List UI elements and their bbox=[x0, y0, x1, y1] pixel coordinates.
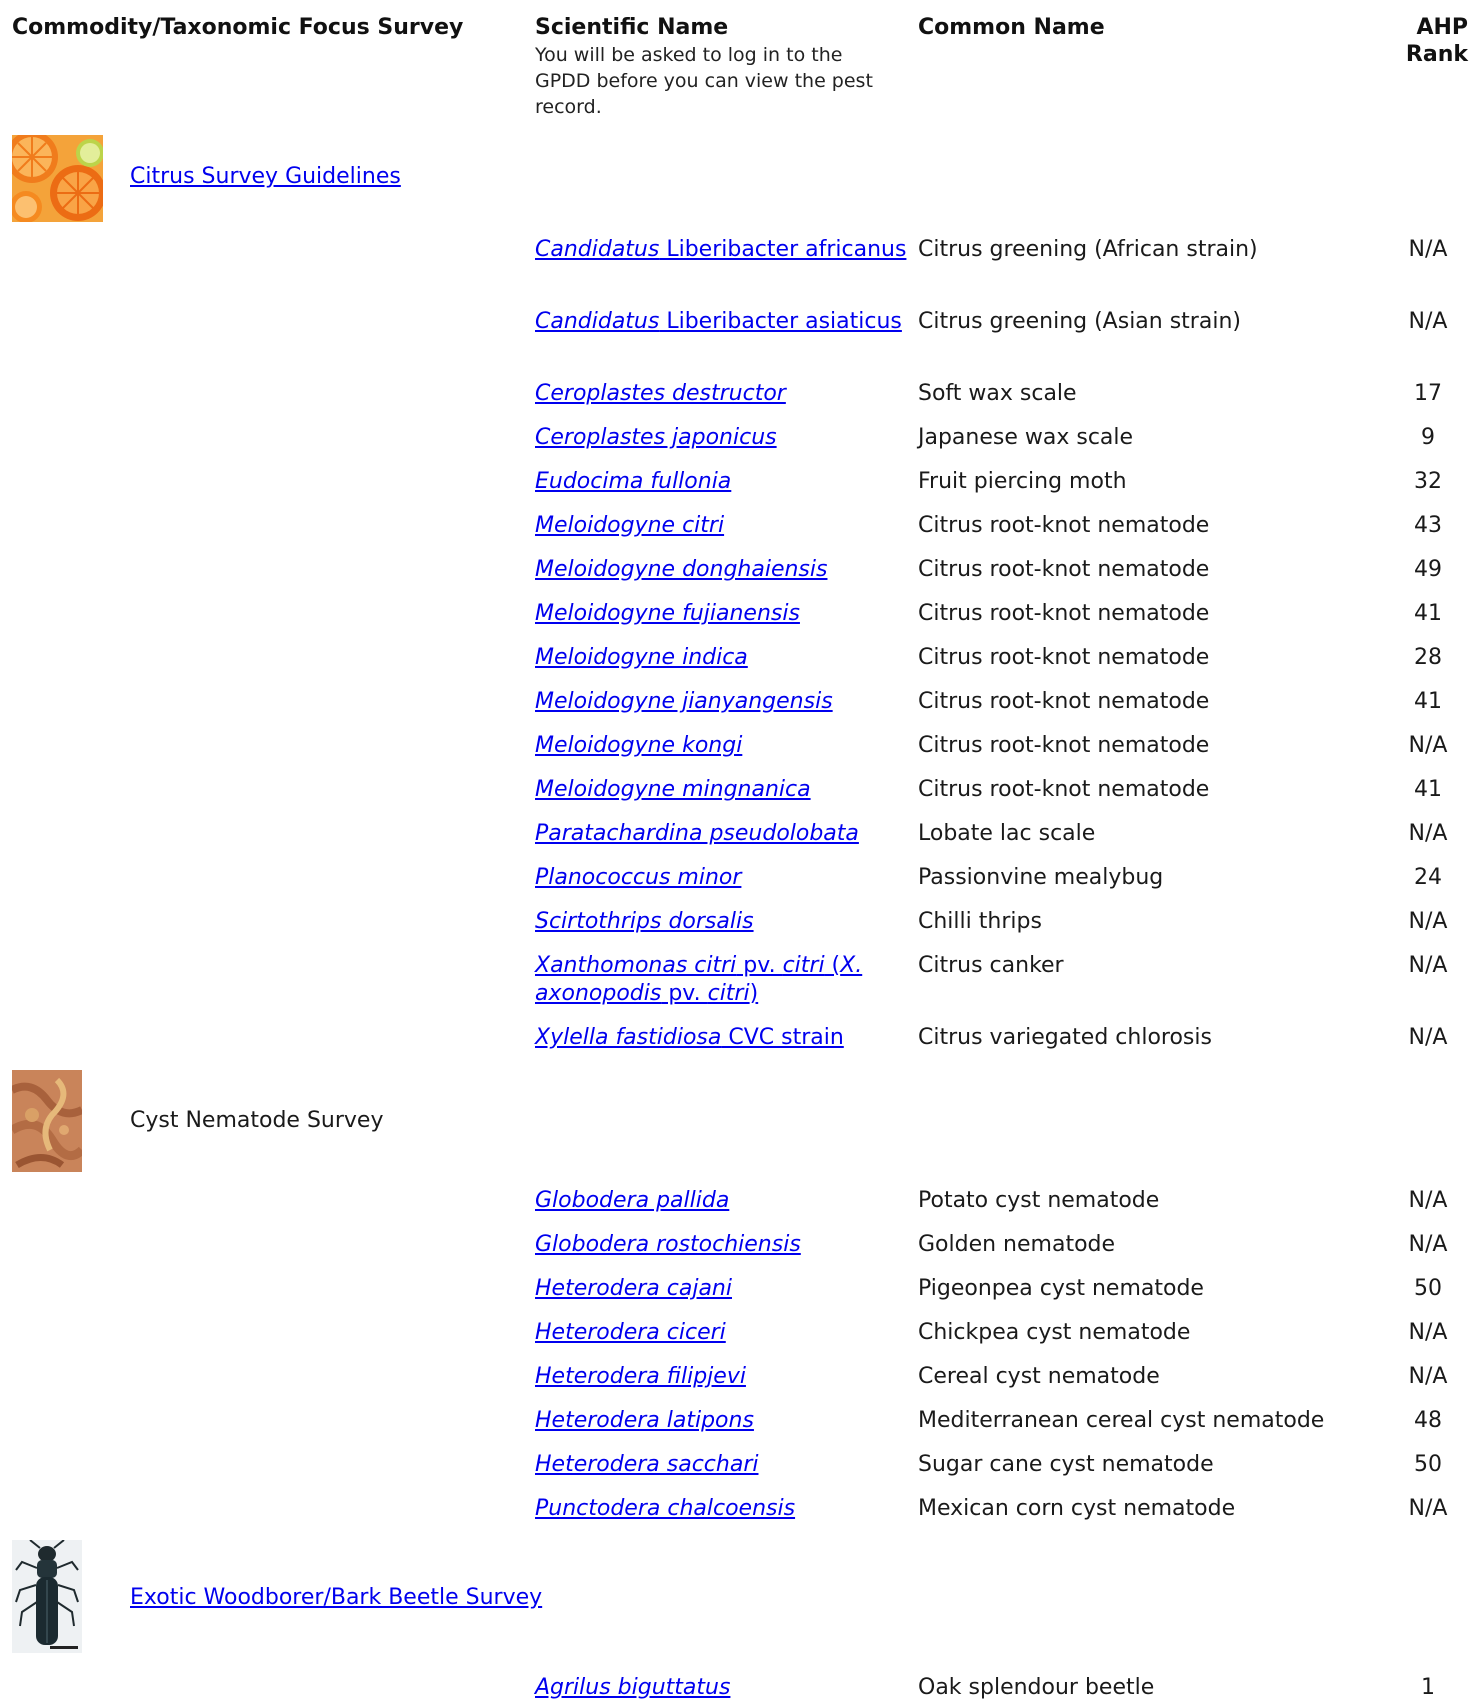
scientific-name-italic: Meloidogyne fujianensis bbox=[535, 601, 800, 626]
scientific-name-text: CVC strain bbox=[721, 1025, 844, 1050]
scientific-name-text: pv. bbox=[736, 953, 783, 978]
ahp-rank-value: 43 bbox=[1414, 513, 1442, 538]
scientific-name-text: ( bbox=[824, 953, 841, 978]
scientific-name-link[interactable] bbox=[535, 952, 910, 1008]
scientific-name-italic: Planococcus minor bbox=[535, 865, 742, 890]
scientific-name-link[interactable] bbox=[535, 1319, 910, 1347]
ahp-rank-value: 17 bbox=[1414, 381, 1442, 406]
common-name: Oak splendour beetle bbox=[918, 1675, 1155, 1700]
ahp-rank-value: 9 bbox=[1421, 425, 1435, 450]
ahp-rank-value: 41 bbox=[1414, 777, 1442, 802]
common-name: Citrus root-knot nematode bbox=[918, 557, 1210, 582]
ahp-rank-value: N/A bbox=[1408, 953, 1448, 978]
scientific-name-italic: Punctodera chalcoensis bbox=[535, 1496, 796, 1521]
scientific-name-italic: Xylella fastidiosa bbox=[535, 1025, 722, 1050]
common-name: Citrus variegated chlorosis bbox=[918, 1025, 1212, 1050]
scientific-name-link[interactable] bbox=[535, 1231, 910, 1259]
scientific-name-italic: X. axonopodis bbox=[535, 953, 863, 1006]
scientific-name-italic: Candidatus bbox=[535, 237, 660, 262]
scientific-name-italic: Agrilus biguttatus bbox=[535, 1675, 731, 1700]
scientific-name-italic: Candidatus bbox=[535, 309, 660, 334]
scientific-name-link[interactable] bbox=[535, 380, 910, 408]
ahp-rank-value: 50 bbox=[1414, 1276, 1442, 1301]
scientific-name-link[interactable] bbox=[535, 908, 910, 936]
ahp-rank-value: N/A bbox=[1408, 1320, 1448, 1345]
scientific-name-italic: Meloidogyne jianyangensis bbox=[535, 689, 833, 714]
scientific-name-link[interactable] bbox=[535, 1451, 910, 1479]
cyst-nematode-thumbnail bbox=[12, 1070, 82, 1172]
common-name: Citrus canker bbox=[918, 953, 1064, 978]
ahp-rank-value: N/A bbox=[1408, 1232, 1448, 1257]
common-name: Golden nematode bbox=[918, 1232, 1116, 1257]
header-scientific-name: Scientific Name bbox=[535, 15, 729, 40]
common-name: Citrus root-knot nematode bbox=[918, 733, 1210, 758]
ahp-rank-value: 49 bbox=[1414, 557, 1442, 582]
header-rank-label: Rank bbox=[1405, 42, 1468, 67]
scientific-name-link[interactable] bbox=[535, 600, 910, 628]
header-ahp-rank bbox=[1388, 14, 1468, 68]
ahp-rank-value: N/A bbox=[1408, 1025, 1448, 1050]
header-login-note: You will be asked to log in to the GPDD before you can view the pest record. bbox=[535, 44, 873, 118]
beetle-specimen-image bbox=[12, 1540, 82, 1653]
cyst-nematode-survey-title: Cyst Nematode Survey bbox=[130, 1108, 384, 1133]
scientific-name-link[interactable] bbox=[535, 424, 910, 452]
scientific-name-link[interactable] bbox=[535, 820, 910, 848]
scientific-name-link[interactable] bbox=[535, 688, 910, 716]
common-name: Potato cyst nematode bbox=[918, 1188, 1160, 1213]
common-name: Passionvine mealybug bbox=[918, 865, 1164, 890]
scientific-name-italic: Xanthomonas citri bbox=[535, 953, 737, 978]
ahp-rank-value: N/A bbox=[1408, 1188, 1448, 1213]
scientific-name-link[interactable] bbox=[535, 236, 910, 264]
scientific-name-text: Liberibacter asiaticus bbox=[659, 309, 902, 334]
scientific-name-text: Liberibacter africanus bbox=[659, 237, 907, 262]
scientific-name-italic: Scirtothrips dorsalis bbox=[535, 909, 754, 934]
cyst-nematode-image bbox=[12, 1070, 82, 1172]
ahp-rank-value: 50 bbox=[1414, 1452, 1442, 1477]
ahp-rank-value: N/A bbox=[1408, 733, 1448, 758]
scientific-name-link[interactable] bbox=[535, 644, 910, 672]
scientific-name-italic: Globodera pallida bbox=[535, 1188, 730, 1213]
scientific-name-italic: Ceroplastes destructor bbox=[535, 381, 786, 406]
common-name: Citrus greening (Asian strain) bbox=[918, 309, 1241, 334]
scientific-name-link[interactable] bbox=[535, 1187, 910, 1215]
common-name: Mexican corn cyst nematode bbox=[918, 1496, 1236, 1521]
ahp-rank-value: 41 bbox=[1414, 601, 1442, 626]
common-name: Citrus root-knot nematode bbox=[918, 777, 1210, 802]
scientific-name-italic: citri bbox=[782, 953, 825, 978]
common-name: Citrus root-knot nematode bbox=[918, 645, 1210, 670]
scientific-name-italic: Ceroplastes japonicus bbox=[535, 425, 777, 450]
scientific-name-italic: Meloidogyne donghaiensis bbox=[535, 557, 828, 582]
common-name: Chilli thrips bbox=[918, 909, 1042, 934]
citrus-slices-image bbox=[12, 135, 103, 222]
scientific-name-italic: Heterodera filipjevi bbox=[535, 1364, 746, 1389]
scientific-name-link[interactable] bbox=[535, 1495, 910, 1523]
scientific-name-italic: Paratachardina pseudolobata bbox=[535, 821, 859, 846]
ahp-rank-value: N/A bbox=[1408, 309, 1448, 334]
scientific-name-italic: Heterodera cajani bbox=[535, 1276, 732, 1301]
scientific-name-link[interactable] bbox=[535, 864, 910, 892]
common-name: Soft wax scale bbox=[918, 381, 1077, 406]
ahp-rank-value: 1 bbox=[1421, 1675, 1435, 1700]
ahp-rank-value: 28 bbox=[1414, 645, 1442, 670]
scientific-name-italic: Heterodera ciceri bbox=[535, 1320, 726, 1345]
ahp-rank-value: N/A bbox=[1408, 1496, 1448, 1521]
citrus-thumbnail bbox=[12, 135, 103, 222]
scientific-name-link[interactable] bbox=[535, 468, 910, 496]
scientific-name-italic: Globodera rostochiensis bbox=[535, 1232, 801, 1257]
scientific-name-italic: Meloidogyne citri bbox=[535, 513, 725, 538]
common-name: Fruit piercing moth bbox=[918, 469, 1127, 494]
scientific-name-link[interactable] bbox=[535, 1024, 910, 1052]
scientific-name-link[interactable] bbox=[535, 308, 910, 336]
common-name: Chickpea cyst nematode bbox=[918, 1320, 1191, 1345]
ahp-rank-value: N/A bbox=[1408, 237, 1448, 262]
scientific-name-link[interactable] bbox=[535, 732, 910, 760]
header-commodity: Commodity/Taxonomic Focus Survey bbox=[12, 15, 464, 40]
ahp-rank-value: N/A bbox=[1408, 821, 1448, 846]
scientific-name-link[interactable] bbox=[535, 776, 910, 804]
common-name: Mediterranean cereal cyst nematode bbox=[918, 1408, 1325, 1433]
citrus-survey-link[interactable]: Citrus Survey Guidelines bbox=[130, 164, 401, 189]
scientific-name-italic: Heterodera latipons bbox=[535, 1408, 754, 1433]
scientific-name-italic: citri bbox=[707, 981, 750, 1006]
ahp-rank-value: 48 bbox=[1414, 1408, 1442, 1433]
scientific-name-text: pv. bbox=[661, 981, 708, 1006]
scientific-name-text: ) bbox=[749, 981, 759, 1006]
common-name: Sugar cane cyst nematode bbox=[918, 1452, 1214, 1477]
common-name: Cereal cyst nematode bbox=[918, 1364, 1160, 1389]
scientific-name-italic: Heterodera sacchari bbox=[535, 1452, 759, 1477]
ahp-rank-value: N/A bbox=[1408, 909, 1448, 934]
header-common-name: Common Name bbox=[918, 15, 1105, 40]
scientific-name-italic: Eudocima fullonia bbox=[535, 469, 732, 494]
scientific-name-link[interactable] bbox=[535, 512, 910, 540]
common-name: Pigeonpea cyst nematode bbox=[918, 1276, 1204, 1301]
common-name: Lobate lac scale bbox=[918, 821, 1096, 846]
common-name: Citrus root-knot nematode bbox=[918, 513, 1210, 538]
scientific-name-italic: Meloidogyne mingnanica bbox=[535, 777, 811, 802]
common-name: Citrus root-knot nematode bbox=[918, 689, 1210, 714]
common-name: Citrus greening (African strain) bbox=[918, 237, 1258, 262]
scientific-name-link[interactable] bbox=[535, 1275, 910, 1303]
scientific-name-link[interactable] bbox=[535, 556, 910, 584]
woodborer-thumbnail bbox=[12, 1540, 82, 1653]
ahp-rank-value: 32 bbox=[1414, 469, 1442, 494]
common-name: Citrus root-knot nematode bbox=[918, 601, 1210, 626]
common-name: Japanese wax scale bbox=[918, 425, 1134, 450]
ahp-rank-value: N/A bbox=[1408, 1364, 1448, 1389]
ahp-rank-value: 24 bbox=[1414, 865, 1442, 890]
scientific-name-link[interactable] bbox=[535, 1363, 910, 1391]
scientific-name-link[interactable] bbox=[535, 1407, 910, 1435]
woodborer-survey-link[interactable]: Exotic Woodborer/Bark Beetle Survey bbox=[130, 1585, 543, 1610]
header-ahp-label: AHP bbox=[1416, 15, 1468, 40]
ahp-rank-value: 41 bbox=[1414, 689, 1442, 714]
scientific-name-italic: Meloidogyne indica bbox=[535, 645, 748, 670]
scientific-name-italic: Meloidogyne kongi bbox=[535, 733, 743, 758]
